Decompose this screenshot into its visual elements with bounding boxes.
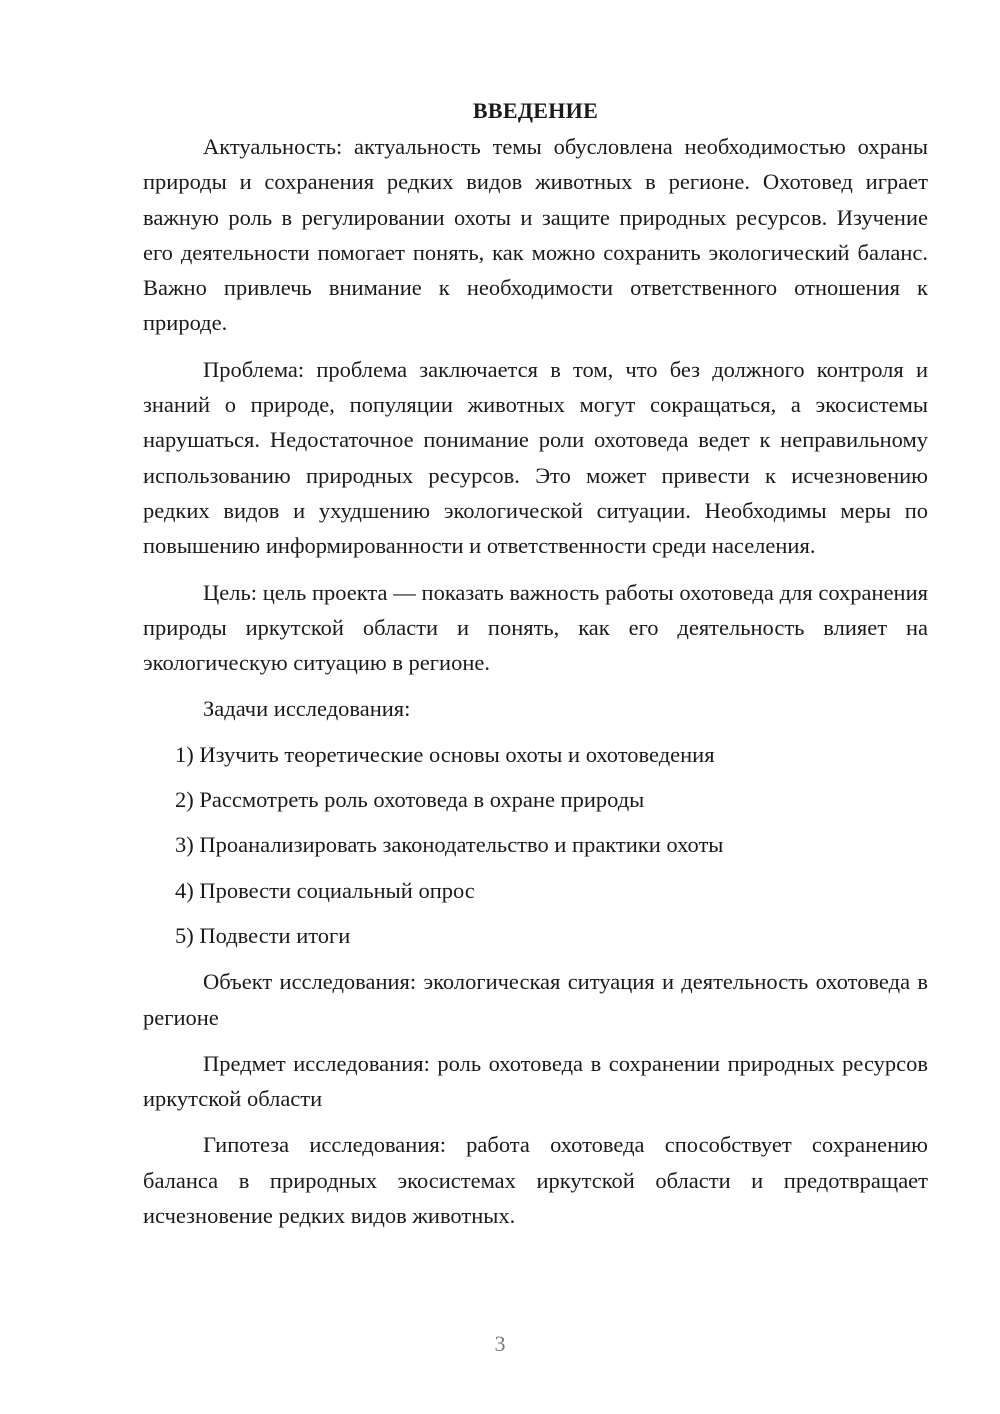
goal-paragraph: Цель: цель проекта — показать важность работы охотоведа для сохранения природы иркутской области и понять, как его деятельность влияет на экологическую ситуацию в регионе. — [143, 579, 928, 676]
page-number: 3 — [494, 1331, 506, 1356]
subject-paragraph: Предмет исследования: роль охотоведа в сохранении природных ресурсов иркутской области — [143, 1050, 928, 1112]
tasks-title: Задачи исследования: — [203, 696, 411, 722]
task-item: 1) Изучить теоретические основы охоты и охотоведения — [175, 741, 715, 767]
hypothesis-paragraph: Гипотеза исследования: работа охотоведа способствует сохранению баланса в природных экосистемах иркутской области и предотвращает исчезновение редких видов животных. — [143, 1132, 928, 1229]
object-paragraph: Объект исследования: экологическая ситуация и деятельность охотоведа в регионе — [143, 969, 928, 1030]
section-heading: ВВЕДЕНИЕ — [472, 98, 599, 123]
document-page — [143, 93, 928, 1233]
relevance-paragraph: Актуальность: актуальность темы обусловлена необходимостью охраны природы и сохранения редких видов животных в регионе. Охотовед играет важную роль в регулировании охоты и защите природных ресурсов. Изучение его деятельности помогает понять, как можно сохранить экологический баланс. Важно привлечь внимание к необходимости ответственного отношения к природе. — [143, 134, 928, 336]
task-item: 5) Подвести итоги — [175, 922, 351, 948]
task-item: 4) Провести социальный опрос — [175, 877, 475, 903]
task-item: 2) Рассмотреть роль охотоведа в охране природы — [175, 787, 645, 813]
problem-paragraph: Проблема: проблема заключается в том, что без должного контроля и знаний о природе, популяции животных могут сокращаться, а экосистемы нарушаться. Недостаточное понимание роли охотоведа ведет к неправильному использованию природных ресурсов. Это может привести к исчезновению редких видов и ухудшению экологической ситуации. Необходимы меры по повышению информированности и ответственности среди населения. — [143, 356, 928, 559]
task-item: 3) Проанализировать законодательство и практики охоты — [175, 832, 724, 858]
